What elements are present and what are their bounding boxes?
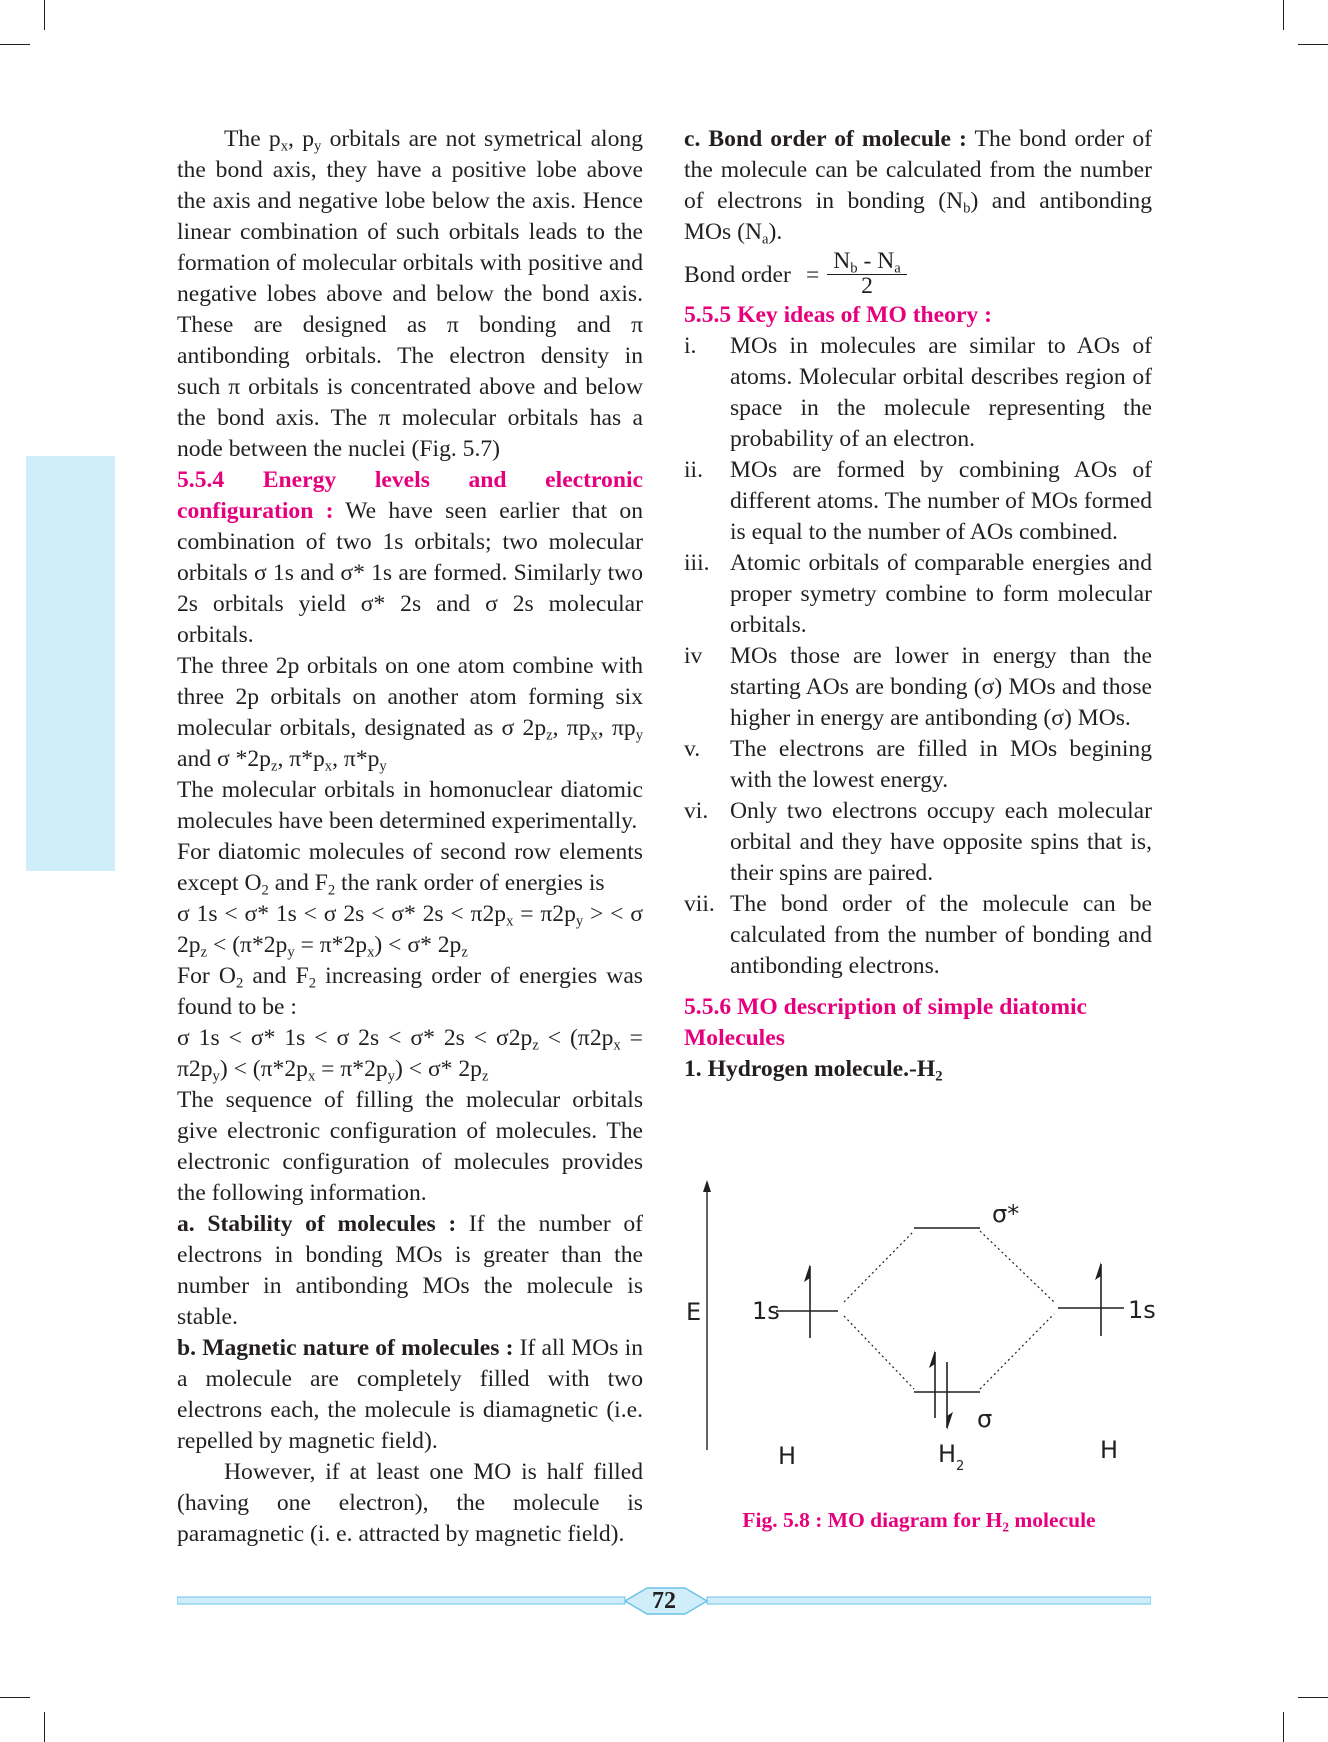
paragraph-however: However, if at least one MO is half filled (having one electron), the molecule is paramagnetic (i. e. attracted by magnetic field). bbox=[177, 1459, 643, 1547]
section-heading-5-5-6: 5.5.6 MO description of simple diatomic Molecules bbox=[684, 994, 1088, 1051]
antibonding-label: σ* bbox=[992, 1200, 1020, 1228]
side-color-band bbox=[26, 456, 115, 871]
paragraph-second-row: For diatomic molecules of second row elements except $O_2$ and $F_2$ the rank order of energies is bbox=[177, 839, 643, 899]
paragraph-bond-order: c. Bond order of molecule : The bond order of the molecule can be calculated from the number of electrons in bonding $(N_b)$ and antibonding MOs $(N_a)$. bbox=[684, 126, 1153, 248]
correlation-line bbox=[980, 1231, 1054, 1302]
bonding-label: σ bbox=[977, 1405, 993, 1433]
list-item: i. MOs in molecules are similar to AOs of atoms. Molecular orbital describes region of space in the molecule representing the probability of an electron. bbox=[684, 333, 1152, 452]
stability-heading: a. Stability of molecules : bbox=[177, 1211, 457, 1237]
footer-rule-right bbox=[707, 1597, 1151, 1604]
section-heading-5-5-5: 5.5.5 Key ideas of MO theory : bbox=[684, 302, 992, 328]
bond-order-formula bbox=[684, 248, 1152, 300]
crop-mark bbox=[44, 1712, 45, 1742]
list-item: iii. Atomic orbitals of comparable energies and proper symetry combine to form molecular orbitals. bbox=[684, 550, 1152, 638]
hydrogen-heading: 1. Hydrogen $molecule.-H_2$ bbox=[684, 1056, 943, 1085]
right-column bbox=[684, 124, 1152, 1085]
formula-equals: = bbox=[806, 262, 820, 288]
mo-diagram bbox=[684, 1176, 1164, 1496]
crop-mark bbox=[1283, 1712, 1284, 1742]
formula-label: Bond order bbox=[684, 262, 791, 288]
paragraph-2p-orbitals: The three 2p orbitals on one atom combine with three 2p orbitals on another atom forming six molecular orbitals, designated as σ $2p_z$, $\pi p_x$, $\pi p_y$ and σ $*2p_z$, $\pi*p_x$, $\pi*p_y$ bbox=[177, 653, 644, 775]
molecule-label: $H_2$ bbox=[938, 1440, 965, 1474]
energy-axis-arrow bbox=[703, 1180, 711, 1192]
correlation-lines bbox=[844, 1231, 1054, 1389]
paragraph-pxpy: The $p_x$, $p_y$ orbitals are not symetrical along the bond axis, they have a positive lobe above the axis and negative lobe below the axis. Hence linear combination of such orbitals leads to the formation of molecular orbitals with positive and negative lobes above and below the bond axis. These are designed as π bonding and π antibonding orbitals. The electron density in such π orbitals is concentrated above and below the bond axis. The π molecular orbitals has a node between the nuclei (Fig. 5.7) bbox=[177, 126, 643, 462]
right-orbital-label: 1s bbox=[1128, 1296, 1156, 1324]
energy-order-general: σ 1s < σ* 1s < σ 2s < σ* $2s < \pi 2p_x = \pi 2p_y$ > < σ $2p_z < (\pi*2p_y = \pi*2p_x) < \sigma*$ $2p_z$ bbox=[177, 901, 644, 961]
left-atom-label: H bbox=[778, 1442, 797, 1470]
paragraph-magnetic: b. Magnetic nature of molecules : If all MOs in a molecule are completely filled with two electrons each, the molecule is diamagnetic (i.e. repelled by magnetic field). bbox=[177, 1335, 643, 1454]
paragraph-stability: a. Stability of molecules : If the number of electrons in bonding MOs is greater than the number in antibonding MOs the molecule is stable. bbox=[177, 1211, 643, 1330]
paragraph-sequence: The sequence of filling the molecular orbitals give electronic configuration of molecules. The electronic configuration of molecules provides the following information. bbox=[177, 1087, 643, 1206]
list-item: iv MOs those are lower in energy than the starting AOs are bonding (σ) MOs and those higher in energy are antibonding (σ) MOs. bbox=[684, 643, 1152, 731]
page-number: 72 bbox=[652, 1588, 676, 1614]
paragraph-homonuclear: The molecular orbitals in homonuclear diatomic molecules have been determined experimentally. bbox=[177, 777, 643, 834]
bonding-electron-up-arrow-head bbox=[929, 1350, 935, 1368]
paragraph-o2-f2: For $O_2$ and $F_2$ increasing order of energies was found to be : bbox=[177, 963, 643, 1020]
crop-mark bbox=[1298, 1697, 1328, 1698]
crop-mark bbox=[1283, 0, 1284, 30]
correlation-line bbox=[844, 1316, 914, 1389]
correlation-line bbox=[980, 1314, 1054, 1389]
left-column bbox=[177, 124, 643, 1550]
left-orbital-label: 1s bbox=[752, 1297, 780, 1325]
magnetic-heading: b. Magnetic nature of molecules : bbox=[177, 1335, 514, 1361]
list-item: vii. The bond order of the molecule can be calculated from the number of bonding and antibonding electrons. bbox=[684, 891, 1152, 979]
left-electron-up-arrow-head bbox=[804, 1264, 810, 1282]
correlation-line bbox=[844, 1231, 914, 1302]
formula-numerator: $N_b - N_a$ bbox=[827, 248, 907, 275]
crop-mark bbox=[44, 0, 45, 30]
crop-mark bbox=[1298, 44, 1328, 45]
key-ideas-list bbox=[684, 331, 1152, 982]
figure-caption: Fig. 5.8 : MO diagram for $H_2$ molecule bbox=[742, 1508, 1096, 1535]
formula-denominator: 2 bbox=[861, 273, 873, 299]
energy-order-o2-f2: σ 1s < σ* 1s < σ 2s < σ* $2s < \sigma 2p_z < (\pi 2p_x = \pi 2p_y) < (\pi*2p_x = \pi*2p_y) < \sigma*$ $2p_z$ bbox=[177, 1025, 643, 1085]
right-electron-up-arrow-head bbox=[1095, 1262, 1101, 1280]
list-item: ii. MOs are formed by combining AOs of different atoms. The number of MOs formed is equal to the number of AOs combined. bbox=[684, 457, 1152, 545]
section-heading-5-5-4: 5.5.4 Energy levels and electronic configuration : bbox=[177, 467, 643, 524]
footer-rule-left bbox=[177, 1597, 625, 1604]
list-item: v. The electrons are filled in MOs begining with the lowest energy. bbox=[684, 736, 1152, 793]
bond-order-heading: c. Bond order of molecule : bbox=[684, 126, 967, 152]
list-item: vi. Only two electrons occupy each molecular orbital and they have opposite spins that is, their spins are paired. bbox=[684, 798, 1152, 886]
energy-axis-label: E bbox=[686, 1298, 702, 1326]
paragraph-energy-levels: 5.5.4 Energy levels and electronic configuration : We have seen earlier that on combination of two 1s orbitals; two molecular orbitals σ 1s and σ* 1s are formed. Similarly two 2s orbitals yield σ* 2s and σ 2s molecular orbitals. bbox=[177, 467, 644, 648]
crop-mark bbox=[0, 44, 30, 45]
crop-mark bbox=[0, 1697, 30, 1698]
right-atom-label: H bbox=[1100, 1436, 1119, 1464]
formula-fraction bbox=[827, 248, 907, 297]
bonding-electron-down-arrow-head bbox=[947, 1412, 953, 1430]
